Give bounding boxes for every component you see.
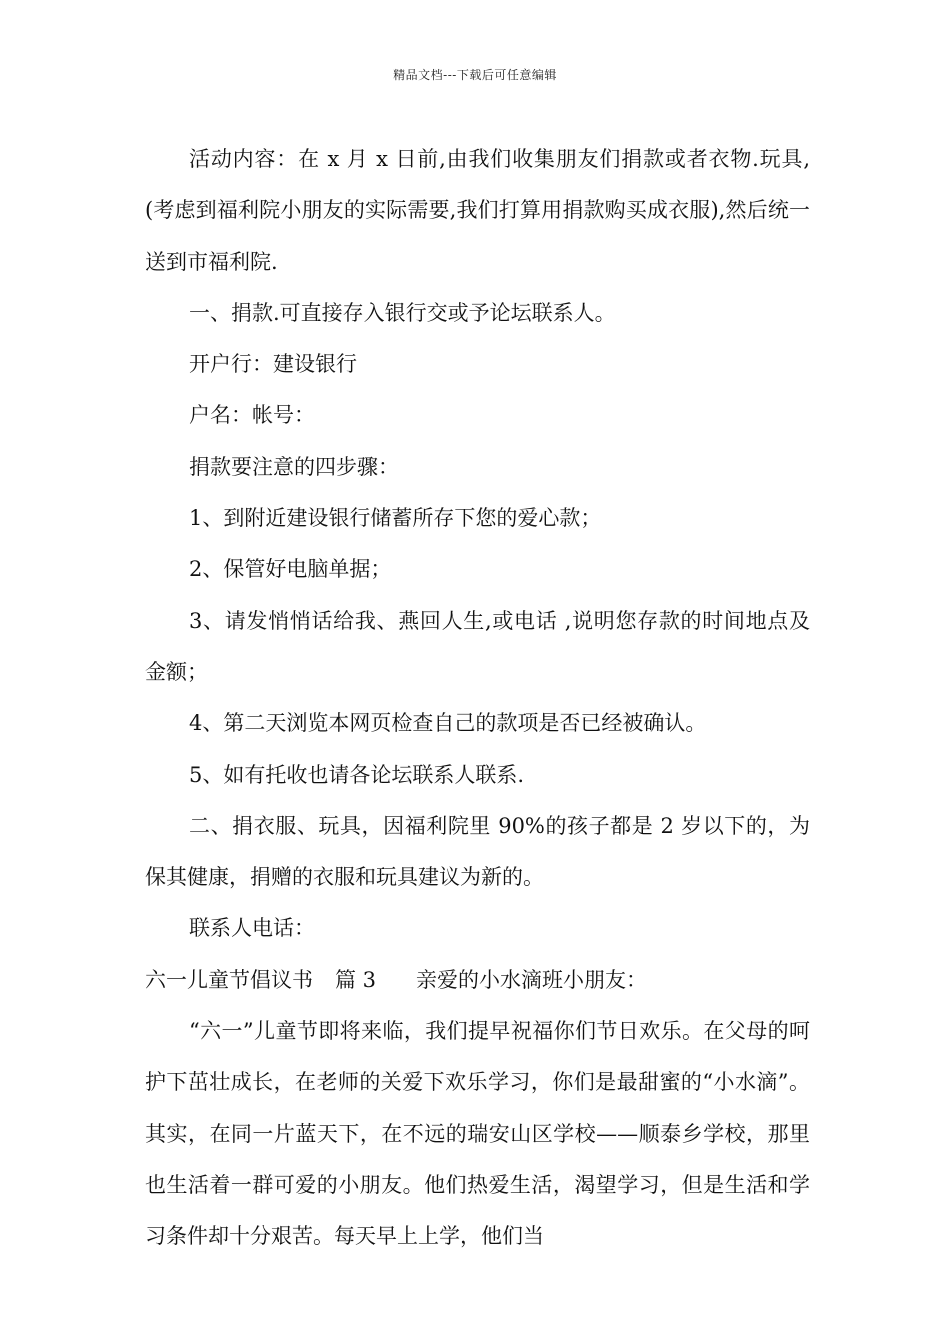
section-heading <box>145 955 810 1006</box>
paragraph-clothes-toys: 二、捐衣服、玩具，因福利院里 90%的孩子都是 2 岁以下的，为保其健康，捐赠的衣服和玩具建议为新的。 <box>145 813 810 890</box>
section-title: 六一儿童节倡议书 <box>145 967 313 992</box>
paragraph-steps-title: 捐款要注意的四步骤： <box>189 454 399 479</box>
paragraph-contact-phone: 联系人电话： <box>189 916 315 941</box>
paragraph-step-3: 3、请发悄悄话给我、燕回人生,或电话 ,说明您存款的时间地点及金额； <box>145 608 810 684</box>
document-body <box>145 134 810 1263</box>
paragraph-step-2: 2、保管好电脑单据； <box>189 557 392 582</box>
page-header: 精品文档---下载后可任意编辑 <box>393 68 557 82</box>
paragraph-step-1: 1、到附近建设银行储蓄所存下您的爱心款； <box>189 506 602 531</box>
paragraph-donation-intro: 一、捐款.可直接存入银行交或予论坛联系人。 <box>189 300 616 325</box>
paragraph-activity-content: 活动内容：在 x 月 x 日前,由我们收集朋友们捐款或者衣物.玩具,(考虑到福利院小朋友的实际需要,我们打算用捐款购买成衣服),然后统一送到市福利院. <box>145 147 810 274</box>
paragraph-step-4: 4、第二天浏览本网页检查自己的款项是否已经被确认。 <box>189 711 707 736</box>
paragraph-account: 户名：帐号： <box>189 403 315 428</box>
section-part: 篇 3 <box>335 967 377 992</box>
paragraph-step-5: 5、如有托收也请各论坛联系人联系. <box>189 762 525 787</box>
paragraph-bank: 开户行：建设银行 <box>189 352 357 377</box>
section-greeting: 亲爱的小水滴班小朋友： <box>416 967 648 992</box>
paragraph-letter-body: “六一”儿童节即将来临，我们提早祝福你们节日欢乐。在父母的呵护下茁壮成长，在老师的关爱下欢乐学习，你们是最甜蜜的“小水滴”。其实，在同一片蓝天下，在不远的瑞安山区学校——顺泰乡学校，那里也生活着一群可爱的小朋友。他们热爱生活，渴望学习，但是生活和学习条件却十分艰苦。每天早上上学，他们当 <box>145 1019 810 1249</box>
